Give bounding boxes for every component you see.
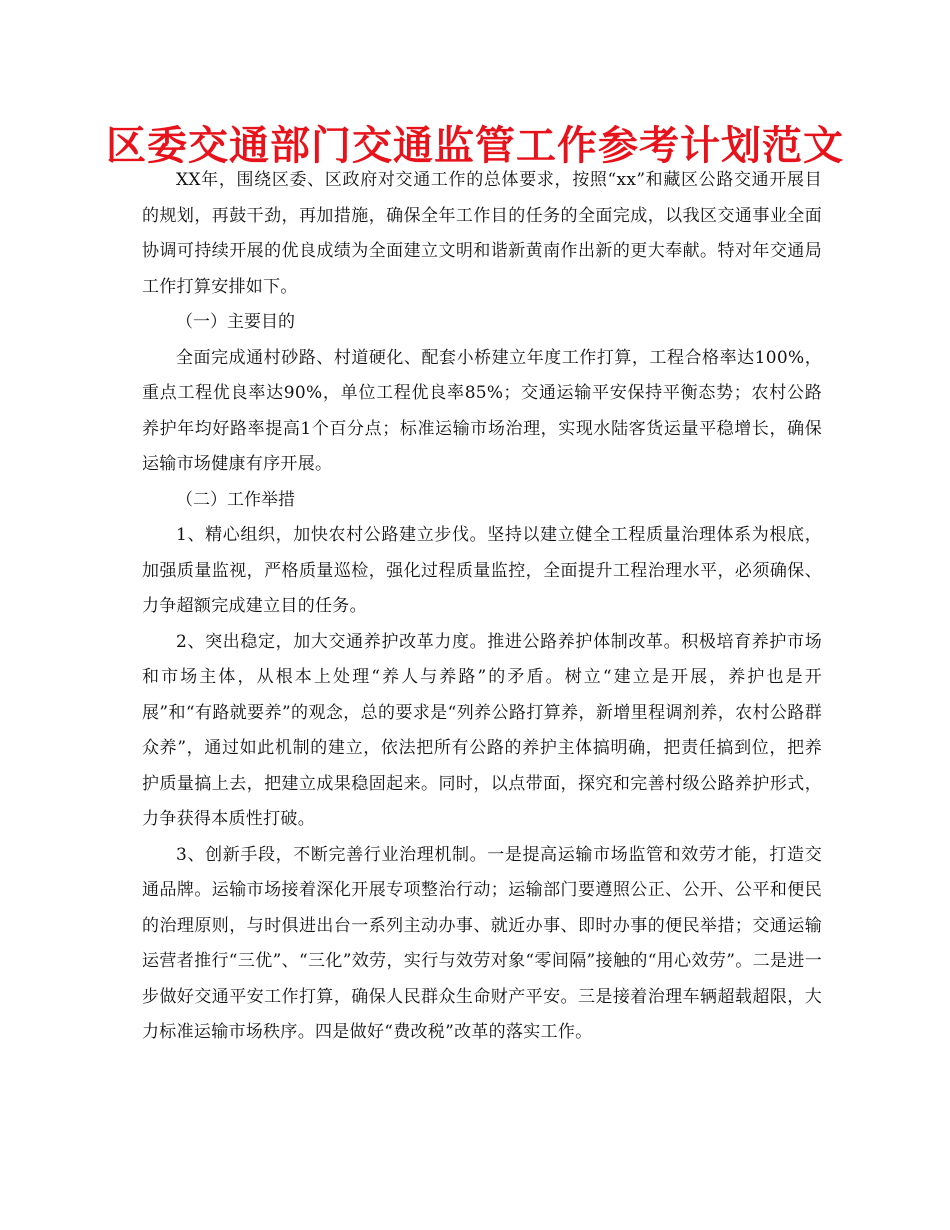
section-heading-measures: （二）工作举措 (176, 489, 295, 510)
paragraph-intro: XX年，围绕区委、区政府对交通工作的总体要求，按照“xx”和藏区公路交通开展目的规划，再鼓干劲，再加措施，确保全年工作目的任务的全面完成，以我区交通事业全面协调可持续开展的优良成绩为全面建立文明和谐新黄南作出新的更大奉献。特对年交通局工作打算安排如下。 (142, 170, 822, 297)
paragraph-measure-1: 1、精心组织，加快农村公路建立步伐。坚持以建立健全工程质量治理体系为根底，加强质量监视，严格质量巡检，强化过程质量监控，全面提升工程治理水平，必须确保、力争超额完成建立目的任务。 (142, 525, 822, 616)
document-body (142, 163, 822, 1051)
paragraph-main-goals: 全面完成通村砂路、村道硬化、配套小桥建立年度工作打算，工程合格率达100%，重点工程优良率达90%，单位工程优良率85%；交通运输平安保持平衡态势；农村公路养护年均好路率提高1个百分点；标准运输市场治理，实现水陆客货运量平稳增长，确保运输市场健康有序开展。 (142, 347, 822, 474)
document-title: 区委交通部门交通监管工作参考计划范文 (106, 123, 844, 169)
paragraph-measure-3: 3、创新手段，不断完善行业治理机制。一是提高运输市场监管和效劳才能，打造交通品牌。运输市场接着深化开展专项整治行动；运输部门要遵照公正、公开、公平和便民的治理原则，与时俱进出台一系列主动办事、就近办事、即时办事的便民举措；交通运输运营者推行“三优”、“三化”效劳，实行与效劳对象“零间隔”接触的“用心效劳”。二是进一步做好交通平安工作打算，确保人民群众生命财产平安。三是接着治理车辆超载超限，大力标准运输市场秩序。四是做好“费改税”改革的落实工作。 (142, 844, 822, 1042)
paragraph-measure-2: 2、突出稳定，加大交通养护改革力度。推进公路养护体制改革。积极培育养护市场和市场主体，从根本上处理“养人与养路”的矛盾。树立“建立是开展，养护也是开展”和“有路就要养”的观念，总的要求是“列养公路打算养，新增里程调剂养，农村公路群众养”，通过如此机制的建立，依法把所有公路的养护主体搞明确，把责任搞到位，把养护质量搞上去，把建立成果稳固起来。同时，以点带面，探究和完善村级公路养护形式，力争获得本质性打破。 (142, 631, 822, 829)
section-heading-main-goals: （一）主要目的 (176, 312, 295, 332)
